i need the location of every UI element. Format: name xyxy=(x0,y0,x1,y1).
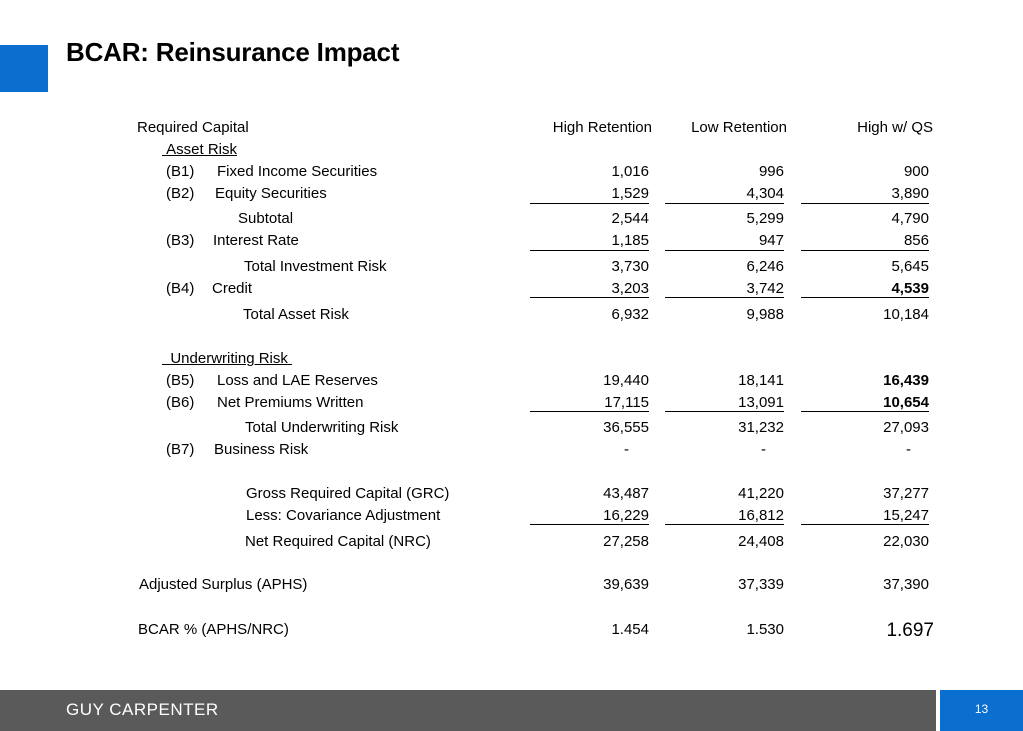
row-total-investment-high-qs: 5,645 xyxy=(891,258,929,275)
row-b5-high-qs: 16,439 xyxy=(883,372,929,389)
row-total-underwriting-label: Total Underwriting Risk xyxy=(245,419,399,436)
row-bcar-low-retention: 1.530 xyxy=(746,621,784,638)
row-total-investment-label: Total Investment Risk xyxy=(244,258,387,275)
row-b7-low-retention: - xyxy=(761,441,766,458)
row-b1-high-retention: 1,016 xyxy=(611,163,649,180)
header-high-retention: High Retention xyxy=(552,119,652,136)
row-total-underwriting-high-qs: 27,093 xyxy=(883,419,929,436)
row-b4-code: (B4) xyxy=(166,280,195,297)
row-b5-low-retention: 18,141 xyxy=(738,372,784,389)
row-covariance-high-qs: 15,247 xyxy=(883,507,929,524)
row-b5-high-retention: 19,440 xyxy=(603,372,649,389)
sum-line xyxy=(665,524,784,525)
accent-square xyxy=(0,45,48,92)
row-b1-high-qs: 900 xyxy=(903,163,929,180)
row-b2-high-qs: 3,890 xyxy=(891,185,929,202)
row-subtotal-high-retention: 2,544 xyxy=(611,210,649,227)
row-bcar-label: BCAR % (APHS/NRC) xyxy=(138,621,289,638)
slide-title: BCAR: Reinsurance Impact xyxy=(66,37,400,67)
row-b2-low-retention: 4,304 xyxy=(746,185,784,202)
row-b3-code: (B3) xyxy=(166,232,195,249)
sum-line xyxy=(801,524,929,525)
row-b3-label: Interest Rate xyxy=(213,232,299,249)
row-aphs-high-retention: 39,639 xyxy=(603,576,649,593)
section-underwriting-risk: Underwriting Risk xyxy=(170,350,288,367)
row-total-underwriting-high-retention: 36,555 xyxy=(603,419,649,436)
row-b3-high-retention: 1,185 xyxy=(611,232,649,249)
row-subtotal-low-retention: 5,299 xyxy=(746,210,784,227)
row-subtotal-high-qs: 4,790 xyxy=(891,210,929,227)
row-b1-code: (B1) xyxy=(166,163,195,180)
row-b3-high-qs: 856 xyxy=(903,232,929,249)
sum-line xyxy=(665,250,784,251)
row-nrc-high-qs: 22,030 xyxy=(883,533,929,550)
section-asset-risk: Asset Risk xyxy=(166,141,238,158)
row-nrc-low-retention: 24,408 xyxy=(738,533,784,550)
row-bcar-high-retention: 1.454 xyxy=(611,621,649,638)
row-covariance-label: Less: Covariance Adjustment xyxy=(246,507,441,524)
sum-line xyxy=(530,250,649,251)
row-b4-low-retention: 3,742 xyxy=(746,280,784,297)
row-grc-label: Gross Required Capital (GRC) xyxy=(246,485,450,502)
row-grc-high-qs: 37,277 xyxy=(883,485,929,502)
page-number: 13 xyxy=(974,702,989,716)
row-nrc-high-retention: 27,258 xyxy=(603,533,649,550)
row-total-asset-label: Total Asset Risk xyxy=(243,306,349,323)
row-b7-code: (B7) xyxy=(166,441,195,458)
row-covariance-low-retention: 16,812 xyxy=(738,507,784,524)
header-high-qs: High w/ QS xyxy=(857,119,933,136)
sum-line xyxy=(530,203,649,204)
row-b2-label: Equity Securities xyxy=(215,185,327,202)
row-bcar-high-qs: 1.697 xyxy=(886,620,934,641)
header-low-retention: Low Retention xyxy=(691,119,787,136)
sum-line xyxy=(665,297,784,298)
row-b1-label: Fixed Income Securities xyxy=(217,163,378,180)
sum-line xyxy=(801,411,929,412)
row-b7-high-retention: - xyxy=(624,441,629,458)
row-aphs-label: Adjusted Surplus (APHS) xyxy=(139,576,308,593)
row-b5-label: Loss and LAE Reserves xyxy=(217,372,378,389)
row-aphs-high-qs: 37,390 xyxy=(883,576,929,593)
row-total-asset-low-retention: 9,988 xyxy=(746,306,784,323)
row-b6-high-qs: 10,654 xyxy=(883,394,929,411)
row-b4-label: Credit xyxy=(212,280,253,297)
row-b6-label: Net Premiums Written xyxy=(217,394,364,411)
row-total-asset-high-retention: 6,932 xyxy=(611,306,649,323)
row-nrc-label: Net Required Capital (NRC) xyxy=(245,533,431,550)
row-b2-code: (B2) xyxy=(166,185,195,202)
row-b6-code: (B6) xyxy=(166,394,195,411)
row-b6-high-retention: 17,115 xyxy=(604,394,649,411)
sum-line xyxy=(530,411,649,412)
row-total-asset-high-qs: 10,184 xyxy=(883,306,929,323)
row-b1-low-retention: 996 xyxy=(758,163,784,180)
row-aphs-low-retention: 37,339 xyxy=(738,576,784,593)
row-grc-high-retention: 43,487 xyxy=(603,485,649,502)
row-b4-high-retention: 3,203 xyxy=(611,280,649,297)
row-b5-code: (B5) xyxy=(166,372,195,389)
row-subtotal-label: Subtotal xyxy=(238,210,294,227)
sum-line xyxy=(801,203,929,204)
sum-line xyxy=(801,297,929,298)
sum-line xyxy=(665,203,784,204)
footer-brand: GUY CARPENTER xyxy=(66,700,219,719)
row-total-investment-high-retention: 3,730 xyxy=(611,258,649,275)
header-required-capital: Required Capital xyxy=(137,119,249,136)
row-b7-label: Business Risk xyxy=(214,441,309,458)
sum-line xyxy=(530,524,649,525)
row-b3-low-retention: 947 xyxy=(758,232,784,249)
row-total-underwriting-low-retention: 31,232 xyxy=(738,419,784,436)
row-covariance-high-retention: 16,229 xyxy=(603,507,649,524)
row-b4-high-qs: 4,539 xyxy=(891,280,929,297)
sum-line xyxy=(665,411,784,412)
row-grc-low-retention: 41,220 xyxy=(738,485,784,502)
row-b7-high-qs: - xyxy=(906,441,911,458)
sum-line xyxy=(801,250,929,251)
sum-line xyxy=(530,297,649,298)
row-b2-high-retention: 1,529 xyxy=(611,185,649,202)
row-b6-low-retention: 13,091 xyxy=(738,394,784,411)
row-total-investment-low-retention: 6,246 xyxy=(746,258,784,275)
